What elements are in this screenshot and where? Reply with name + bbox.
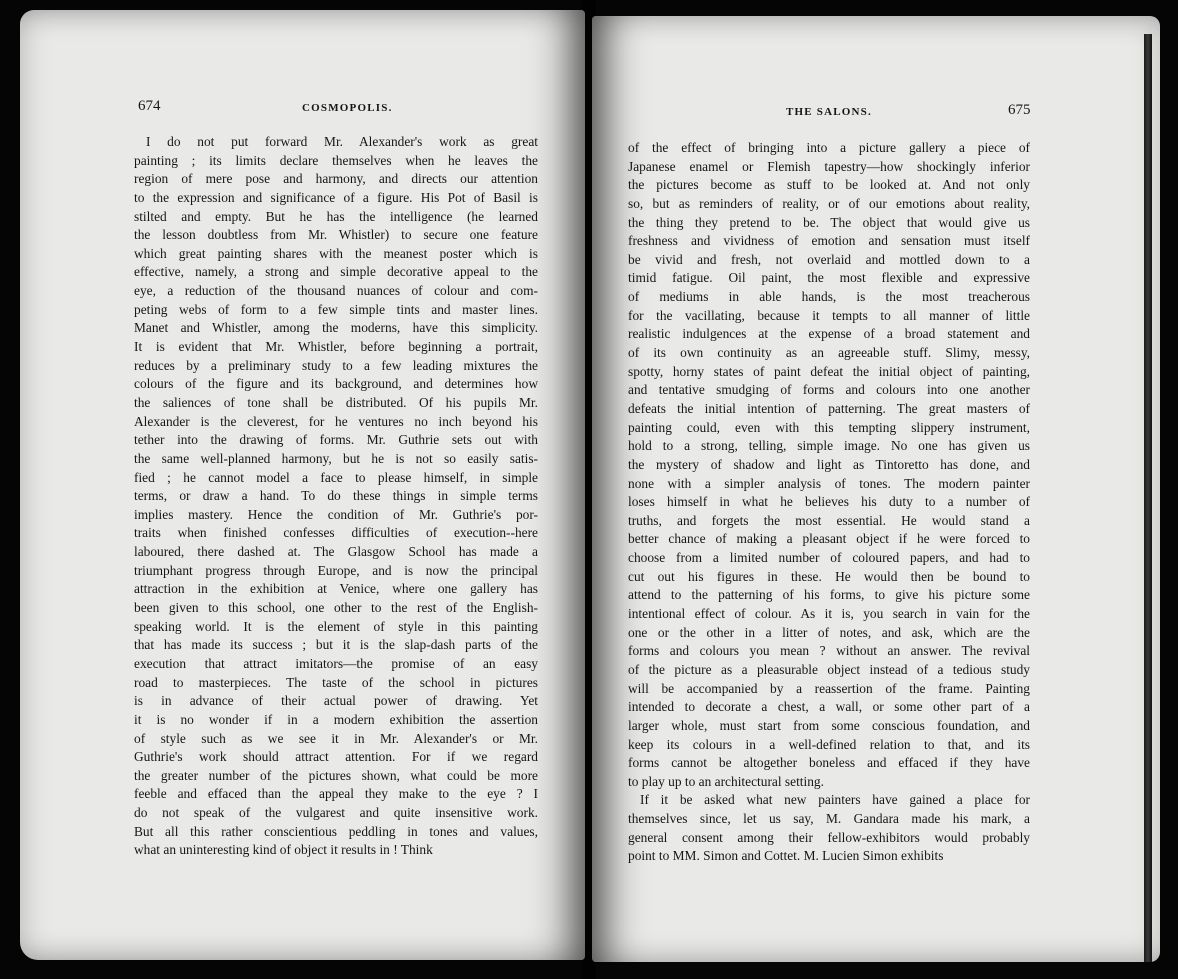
- text-line: painting ; its limits declare themselves when he leaves the: [134, 152, 538, 168]
- left-page-number: 674: [138, 98, 161, 114]
- text-line: laboured, there dashed at. The Glasgow School has made a: [134, 544, 538, 560]
- text-line: Alexander is the cleverest, for he ventures no inch beyond his: [134, 413, 538, 429]
- text-line: If it be asked what new painters have gained a place for: [640, 792, 1030, 808]
- text-line: themselves since, let us say, M. Gandara made his mark, a: [628, 811, 1030, 827]
- text-line: attend to the patterning of his forms, to give his picture some: [628, 587, 1030, 603]
- text-line: will be accompanied by a reassertion of the frame. Painting: [628, 680, 1030, 696]
- text-line: peting webs of form to a few simple tints and master lines.: [134, 301, 538, 317]
- text-line: the mystery of shadow and light as Tintoretto has done, and: [628, 456, 1030, 472]
- text-line: of the effect of bringing into a picture gallery a piece of: [628, 140, 1030, 155]
- text-line: traits when finished confesses difficulties of execution--here: [134, 525, 538, 541]
- text-line: painting could, even with this tempting slippery instrument,: [628, 419, 1030, 435]
- text-line: fied ; he cannot model a face to please himself, in simple: [134, 469, 538, 485]
- text-line: intentional effect of colour. As it is, you search in vain for the: [628, 606, 1030, 622]
- text-line: so, but as reminders of reality, or of our emotions about reality,: [628, 195, 1030, 211]
- text-line: cut out his figures in these. He would then be bound to: [628, 568, 1030, 584]
- text-line: for the vacillating, because it tempts to all manner of little: [628, 307, 1030, 323]
- text-line: truths, and forgets the most essential. He would stand a: [628, 512, 1030, 528]
- text-line: the saliences of tone shall be distributed. Of his pupils Mr.: [134, 394, 538, 410]
- left-running-head: COSMOPOLIS.: [302, 102, 393, 114]
- text-line: colours of the figure and its background, and determines how: [134, 376, 538, 392]
- text-line: the same well-planned harmony, but he is not so easily satis-: [134, 450, 538, 466]
- text-line: execution that attract imitators—the promise of an easy: [134, 655, 538, 671]
- text-line: of style such as we see it in Mr. Alexander's or Mr.: [134, 730, 538, 746]
- text-line: feeble and effaced than the appeal they make to the eye ? I: [134, 786, 538, 802]
- text-line: the lesson doubtless from Mr. Whistler) to secure one feature: [134, 227, 538, 243]
- text-line: I do not put forward Mr. Alexander's work as great: [146, 134, 538, 149]
- text-line: the pictures become as stuff to be looked at. And not only: [628, 177, 1030, 193]
- text-line: attraction in the exhibition at Venice, where one gallery has: [134, 581, 538, 597]
- text-line: Guthrie's work should attract attention. For if we regard: [134, 749, 538, 765]
- text-line: point to MM. Simon and Cottet. M. Lucien Simon exhibits: [628, 848, 944, 864]
- text-line: road to masterpieces. The taste of the school in pictures: [134, 674, 538, 690]
- text-line: is in advance of their actual power of drawing. Yet: [134, 693, 538, 709]
- right-page-body: [628, 139, 1030, 866]
- text-line: Manet and Whistler, among the moderns, have this simplicity.: [134, 320, 538, 336]
- text-line: reduces by a preliminary study to a few leading mixtures the: [134, 357, 538, 373]
- text-line: Japanese enamel or Flemish tapestry—how shockingly inferior: [628, 158, 1030, 174]
- text-line: stilted and empty. But he has the intelligence (he learned: [134, 208, 538, 224]
- text-line: what an uninteresting kind of object it results in ! Think: [134, 842, 433, 858]
- right-running-head: THE SALONS.: [786, 106, 872, 118]
- text-line: timid fatigue. Oil paint, the most flexible and expressive: [628, 270, 1030, 286]
- text-line: loses himself in what he believes his duty to a number of: [628, 494, 1030, 510]
- left-page: [20, 10, 585, 960]
- text-line: it is no wonder if in a modern exhibition the assertion: [134, 711, 538, 727]
- text-line: larger whole, must start from some conscious foundation, and: [628, 717, 1030, 733]
- text-line: freshness and vividness of emotion and sensation must itself: [628, 233, 1030, 249]
- text-line: to the expression and significance of a figure. His Pot of Basil is: [134, 189, 538, 205]
- text-line: which great painting shares with the meanest poster which is: [134, 245, 538, 261]
- text-line: to play up to an architectural setting.: [628, 773, 824, 789]
- text-line: tether into the drawing of forms. Mr. Guthrie sets out with: [134, 432, 538, 448]
- text-line: forms cannot be altogether boneless and effaced if they have: [628, 755, 1030, 771]
- text-line: one or the other in a litter of notes, and ask, which are the: [628, 624, 1030, 640]
- right-page-number: 675: [1008, 102, 1031, 118]
- text-line: the greater number of the pictures shown, what could be more: [134, 767, 538, 783]
- text-line: defeats the initial intention of patterning. The great masters of: [628, 400, 1030, 416]
- text-line: spotty, horny states of paint defeat the initial object of painting,: [628, 363, 1030, 379]
- text-line: intended to decorate a chest, a wall, or some other part of a: [628, 699, 1030, 715]
- text-line: of its own continuity as an agreeable stuff. Slimy, messy,: [628, 345, 1030, 361]
- text-line: triumphant progress through Europe, and is now the principal: [134, 562, 538, 578]
- text-line: But all this rather conscientious peddling in tones and values,: [134, 823, 538, 839]
- text-line: general consent among their fellow-exhibitors would probably: [628, 829, 1030, 845]
- text-line: of mediums in able hands, is the most treacherous: [628, 289, 1030, 305]
- text-line: none with a simpler analysis of tones. The modern painter: [628, 475, 1030, 491]
- text-line: that has made its success ; but it is the slap-dash parts of the: [134, 637, 538, 653]
- text-line: hold to a strong, telling, simple image. No one has given us: [628, 438, 1030, 454]
- text-line: effective, namely, a strong and simple decorative appeal to the: [134, 264, 538, 280]
- text-line: speaking world. It is the element of style in this painting: [134, 618, 538, 634]
- text-line: eye, a reduction of the thousand nuances of colour and com-: [134, 283, 538, 299]
- left-page-body: [134, 133, 538, 860]
- text-line: and tentative smudging of forms and colours into one another: [628, 382, 1030, 398]
- text-line: choose from a limited number of coloured papers, and had to: [628, 550, 1030, 566]
- text-line: be vivid and fresh, not overlaid and mottled down to a: [628, 251, 1030, 267]
- right-page: [592, 16, 1160, 962]
- text-line: forms and colours you mean ? without an answer. The revival: [628, 643, 1030, 659]
- text-line: implies mastery. Hence the condition of Mr. Guthrie's por-: [134, 506, 538, 522]
- text-line: terms, or draw a hand. To do these things in simple terms: [134, 488, 538, 504]
- page-edge: [1144, 34, 1152, 962]
- text-line: It is evident that Mr. Whistler, before beginning a portrait,: [134, 339, 538, 355]
- text-line: the thing they pretend to be. The object that would give us: [628, 214, 1030, 230]
- text-line: been given to this school, one other to the rest of the English-: [134, 600, 538, 616]
- text-line: region of mere pose and harmony, and directs our attention: [134, 171, 538, 187]
- text-line: realistic indulgences at the expense of a broad statement and: [628, 326, 1030, 342]
- text-line: of the picture as a pleasurable object instead of a tedious study: [628, 661, 1030, 677]
- text-line: better chance of making a pleasant object if he were forced to: [628, 531, 1030, 547]
- text-line: keep its colours in a well-defined relation to that, and its: [628, 736, 1030, 752]
- text-line: do not speak of the vulgarest and quite insensitive work.: [134, 805, 538, 821]
